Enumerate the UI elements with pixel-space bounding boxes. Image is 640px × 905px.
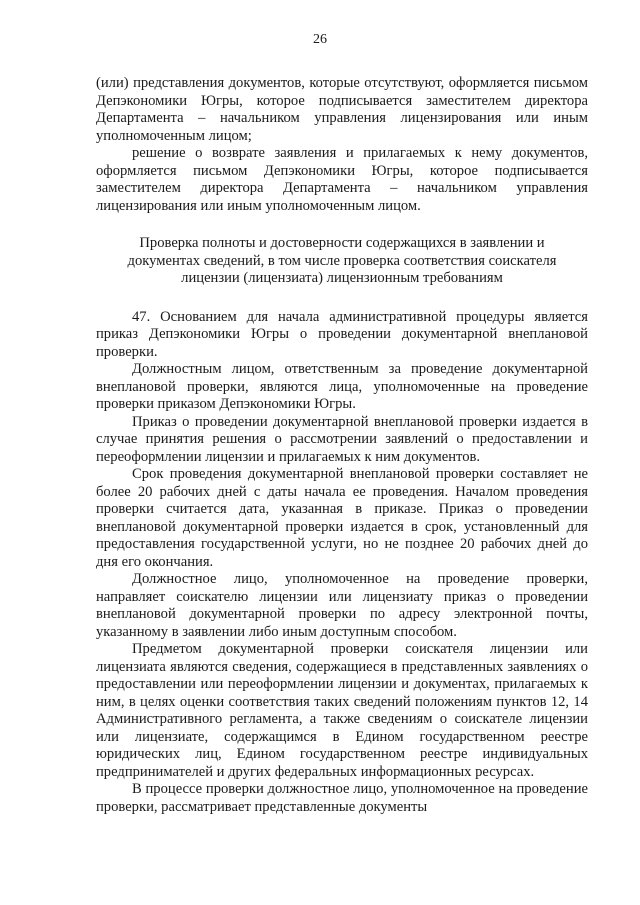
paragraph: Предметом документарной проверки соискателя лицензии или лицензиата являются сведения, содержащиеся в представленных заявлениях о предоставлении или переоформлении лицензии и документах, прилагаемых к ним, в целях оценки соответствия таких сведений положениям пунктов 12, 14 Административного регламента, а также сведениям о соискателе лицензии или лицензиате, содержащимся в Едином государственном реестре юридических лиц, Едином государственном реестре индивидуальных предпринимателей и других федеральных информационных ресурсах.	[96, 641, 588, 780]
section-heading: Проверка полноты и достоверности содержащихся в заявлении и документах сведений, в том числе проверка соответствия соискателя лицензии (лицензиата) лицензионным требованиям	[127, 235, 557, 286]
paragraph: В процессе проверки должностное лицо, уполномоченное на проведение проверки, рассматривает представленные документы	[96, 781, 588, 815]
paragraph: решение о возврате заявления и прилагаемых к нему документов, оформляется письмом Депэкономики Югры, которое подписывается заместителем директора Департамента – начальником управления лицензирования или иным уполномоченным лицом.	[96, 145, 588, 214]
paragraph: Должностное лицо, уполномоченное на проведение проверки, направляет соискателю лицензии или лицензиату приказ о проведении внеплановой документарной проверки по адресу электронной почты, указанному в заявлении либо иным доступным способом.	[96, 571, 588, 640]
document-body	[96, 75, 588, 816]
paragraph: Приказ о проведении документарной внеплановой проверки издается в случае принятия решения о рассмотрении заявлений о предоставлении и переоформлении лицензии и прилагаемых к ним документов.	[96, 413, 588, 465]
paragraph: Срок проведения документарной внеплановой проверки составляет не более 20 рабочих дней с даты начала ее проведения. Началом проведения проверки считается дата, указанная в приказе. Приказ о проведении внеплановой документарной проверки издается в срок, установленный для предоставления государственной услуги, но не позднее 20 рабочих дней до дня его окончания.	[96, 466, 588, 570]
paragraph: (или) представления документов, которые отсутствуют, оформляется письмом Депэкономики Югры, которое подписывается заместителем директора Департамента – начальником управления лицензирования или иным уполномоченным лицом;	[96, 75, 588, 144]
paragraph: Должностным лицом, ответственным за проведение документарной внеплановой проверки, являются лица, уполномоченные на проведение проверки приказом Депэкономики Югры.	[96, 361, 588, 412]
page-number: 26	[313, 32, 327, 47]
paragraph: 47. Основанием для начала административной процедуры является приказ Депэкономики Югры о проведении документарной внеплановой проверки.	[96, 308, 588, 360]
